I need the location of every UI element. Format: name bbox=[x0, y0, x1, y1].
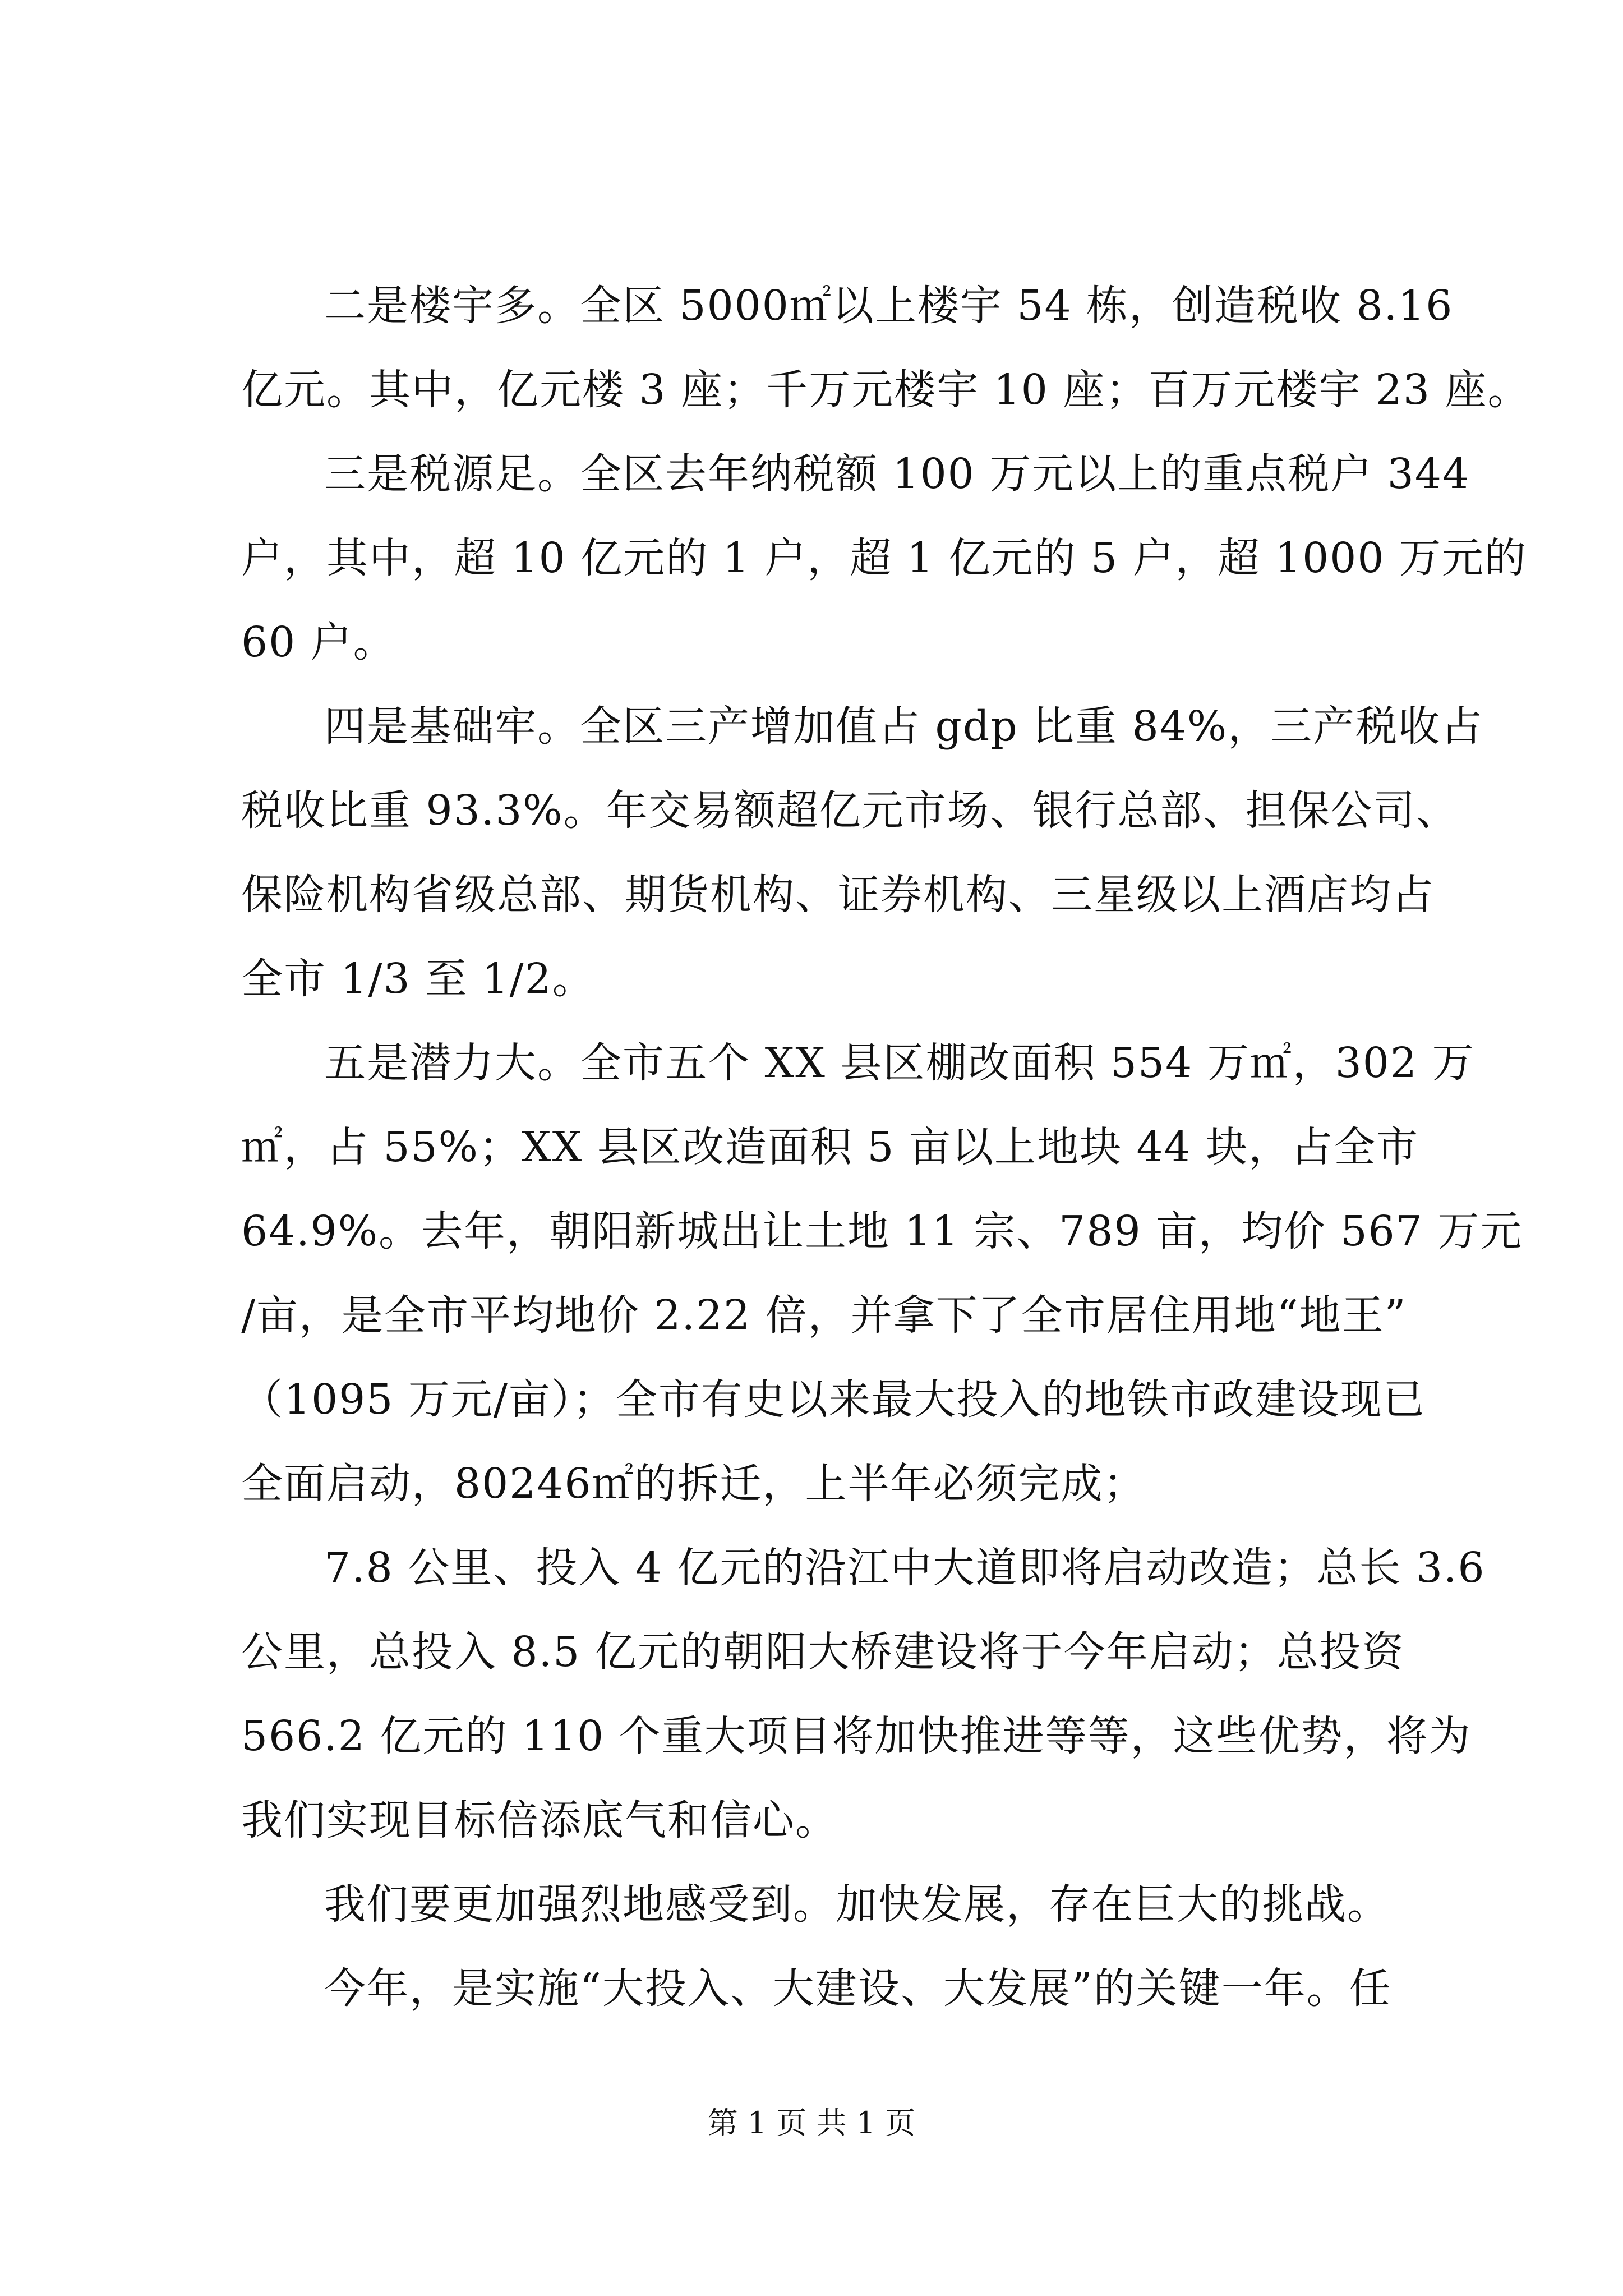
page-footer: 第 1 页 共 1 页 bbox=[707, 2105, 916, 2141]
text-line: ㎡，占 55%；XX 县区改造面积 5 亩以上地块 44 块，占全市 bbox=[241, 1123, 1419, 1171]
text-line: 二是楼宇多。全区 5000㎡以上楼宇 54 栋，创造税收 8.16 bbox=[324, 282, 1454, 330]
text-line: 566.2 亿元的 110 个重大项目将加快推进等等，这些优势，将为 bbox=[241, 1712, 1472, 1760]
text-line: 我们实现目标倍添底气和信心。 bbox=[241, 1796, 838, 1844]
text-line: 7.8 公里、投入 4 亿元的沿江中大道即将启动改造；总长 3.6 bbox=[324, 1544, 1486, 1592]
text-line: 今年，是实施“大投入、大建设、大发展”的关键一年。任 bbox=[324, 1964, 1392, 2013]
text-line: 户，其中，超 10 亿元的 1 户，超 1 亿元的 5 户，超 1000 万元的 bbox=[241, 534, 1527, 582]
text-line: 64.9%。去年，朝阳新城出让土地 11 宗、789 亩，均价 567 万元 bbox=[241, 1207, 1523, 1255]
text-line: （1095 万元/亩）；全市有史以来最大投入的地铁市政建设现已 bbox=[241, 1375, 1426, 1424]
text-line: 四是基础牢。全区三产增加值占 gdp 比重 84%，三产税收占 bbox=[324, 702, 1484, 751]
text-line: 全面启动，80246㎡的拆迁，上半年必须完成； bbox=[241, 1460, 1146, 1508]
text-line: 亿元。其中，亿元楼 3 座；千万元楼宇 10 座；百万元楼宇 23 座。 bbox=[241, 366, 1530, 414]
document-body bbox=[241, 264, 1530, 2031]
text-line: 全市 1/3 至 1/2。 bbox=[241, 955, 595, 1003]
text-line: 税收比重 93.3%。年交易额超亿元市场、银行总部、担保公司、 bbox=[241, 786, 1459, 835]
text-line: /亩，是全市平均地价 2.22 倍，并拿下了全市居住用地“地王” bbox=[241, 1291, 1407, 1340]
text-line: 保险机构省级总部、期货机构、证券机构、三星级以上酒店均占 bbox=[241, 871, 1435, 919]
text-line: 公里，总投入 8.5 亿元的朝阳大桥建设将于今年启动；总投资 bbox=[241, 1628, 1405, 1676]
text-line: 我们要更加强烈地感受到。加快发展，存在巨大的挑战。 bbox=[324, 1880, 1390, 1929]
text-line: 五是潜力大。全市五个 XX 县区棚改面积 554 万㎡，302 万 bbox=[324, 1039, 1475, 1087]
text-line: 三是税源足。全区去年纳税额 100 万元以上的重点税户 344 bbox=[324, 450, 1470, 498]
text-line: 60 户。 bbox=[241, 618, 396, 666]
